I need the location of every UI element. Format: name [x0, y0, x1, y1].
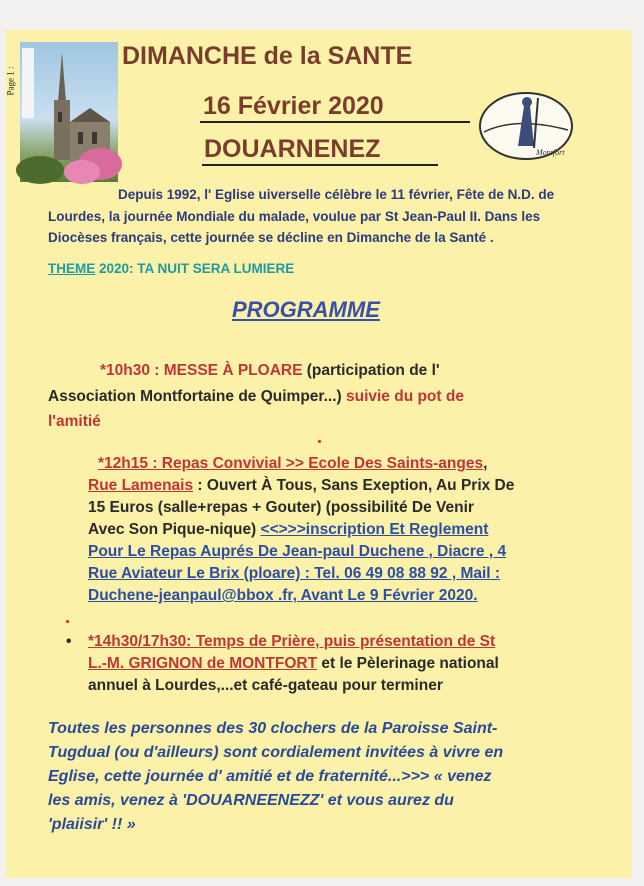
item3-bullet: • — [66, 633, 72, 650]
item2-line-7: Duchene-jeanpaul@bbox .fr, Avant Le 9 Février 2020. — [88, 587, 478, 604]
theme-text: 2020: TA NUIT SERA LUMIERE — [95, 261, 295, 276]
item2-line-2 — [88, 477, 514, 495]
item2-street: Rue Lamenais — [88, 477, 194, 494]
page-tag — [5, 48, 34, 118]
church-illustration — [20, 42, 118, 182]
item1-mass: *10h30 : MESSE À PLOARE — [100, 362, 303, 379]
place-underline — [202, 164, 438, 166]
closing-line-4: les amis, venez à 'DOUARNEENEZZ' et vous aurez du — [48, 792, 454, 809]
item2-line-5: Pour Le Repas Auprés De Jean-paul Duchene , Diacre , 4 — [88, 543, 507, 560]
intro-line-3: Diocèses français, cette journée se décline en Dimanche de la Santé . — [48, 230, 494, 245]
item2-line-4 — [88, 521, 488, 539]
item3-pilgrimage: et le Pèlerinage national — [317, 655, 499, 672]
closing-line-1: Toutes les personnes des 30 clochers de la Paroisse Saint- — [48, 720, 498, 737]
date-heading: 16 Février 2020 — [203, 92, 384, 120]
item1-line-3: l'amitié — [48, 413, 101, 430]
item1-association: Association Montfortaine de Quimper...) — [48, 388, 342, 405]
closing-line-3: Eglise, cette journée d' amitié et de fraternité...>>> « venez — [48, 768, 492, 785]
item2-picnic: Avec Son Pique-nique) — [88, 521, 261, 538]
item3-grignon: L.-M. GRIGNON de MONTFORT — [88, 655, 318, 672]
item2-line-1 — [98, 455, 487, 473]
item2-line-6: Rue Aviateur Le Brix (ploare) : Tel. 06 49 08 88 92 , Mail : — [88, 565, 501, 582]
item2-line-3: 15 Euros (salle+repas + Gouter) (possibilité De Venir — [88, 499, 474, 516]
item2-open: : Ouvert À Tous, Sans Exeption, Au Prix De — [193, 477, 515, 494]
item1-followed: suivie du pot de — [341, 388, 464, 405]
item2-meal: *12h15 : Repas Convivial >> Ecole Des Saints-anges — [98, 455, 484, 472]
item2-comma: , — [483, 455, 488, 472]
red-dot — [318, 440, 321, 443]
date-underline — [200, 121, 470, 123]
place-heading: DOUARNENEZ — [204, 135, 381, 163]
closing-line-5: 'plaiisir' !! » — [48, 816, 136, 833]
item3-line-2 — [88, 655, 499, 673]
page-tag-label: Page 1 : — [5, 66, 16, 96]
church-photo — [5, 42, 118, 182]
logo-text: Montfort — [536, 148, 565, 157]
closing-line-2: Tugdual (ou d'ailleurs) sont cordialement invitées à vivre en — [48, 744, 504, 761]
item3-line-3: annuel à Lourdes,...et café-gateau pour terminer — [88, 677, 443, 694]
intro-line-2: Lourdes, la journée Mondiale du malade, voulue par St Jean-Paul II. Dans les — [48, 209, 541, 224]
item2-inscription: <<>>>inscription Et Reglement — [260, 521, 489, 538]
item1-participation: (participation de l' — [302, 362, 440, 379]
title: DIMANCHE de la SANTE — [122, 42, 413, 70]
intro-line-1: Depuis 1992, l' Eglise uiverselle célèbre le 11 février, Fête de N.D. de — [118, 187, 555, 202]
theme-label: THEME — [48, 261, 96, 276]
item1-line-1 — [100, 362, 440, 380]
item1-line-2 — [48, 388, 464, 406]
programme-title: PROGRAMME — [232, 297, 380, 322]
item3-line-1: *14h30/17h30: Temps de Prière, puis présentation de St — [88, 633, 496, 650]
montfort-logo — [476, 86, 576, 166]
red-dot-2 — [66, 620, 69, 623]
theme-line — [48, 261, 294, 276]
